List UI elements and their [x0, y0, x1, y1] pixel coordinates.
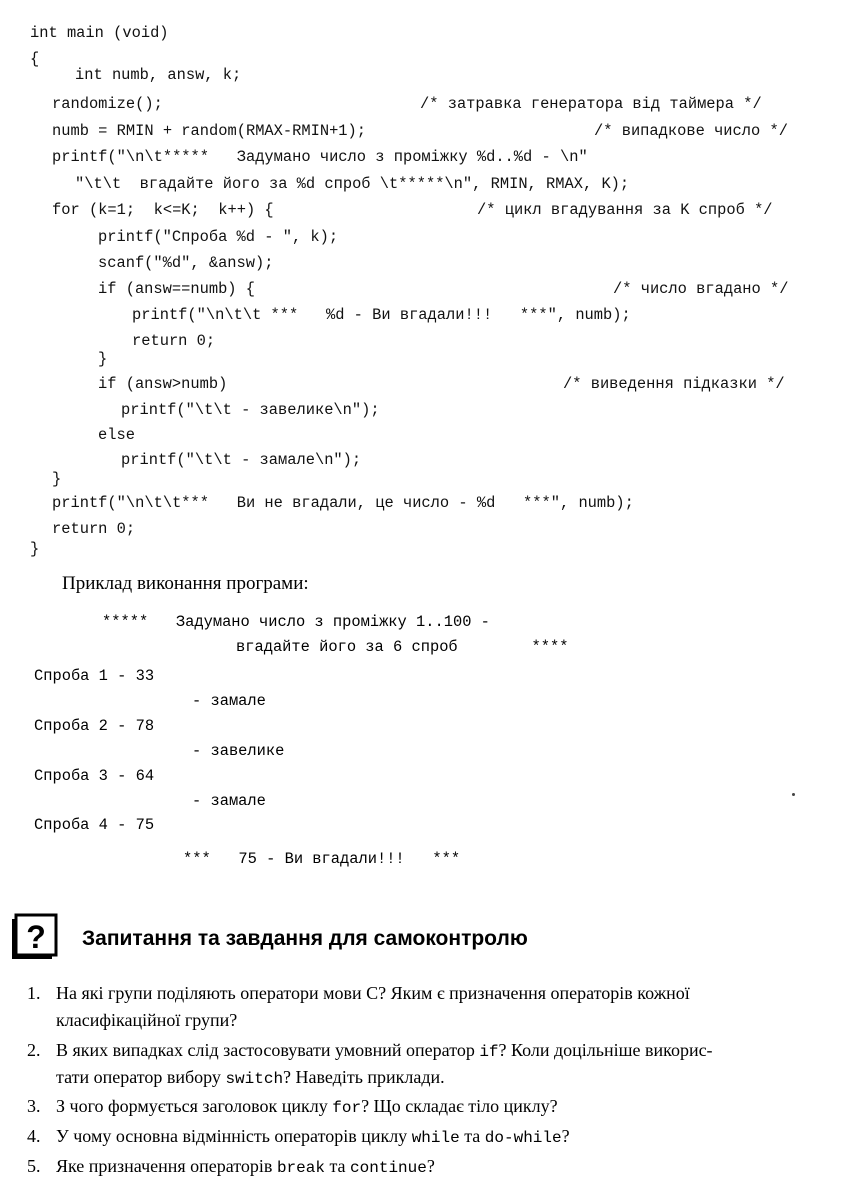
code-line: return 0;	[132, 332, 216, 350]
code-keyword: continue	[350, 1159, 427, 1177]
question-text: В яких випадках слід застосовувати умовний оператор	[56, 1040, 480, 1060]
code-line: printf("\n\t***** Задумано число з проміжку %d..%d - \n"	[52, 148, 588, 166]
question-text: З чого формується заголовок циклу	[56, 1096, 333, 1116]
code-keyword: for	[332, 1099, 362, 1117]
code-line: if (answ>numb)	[98, 375, 228, 393]
code-line: numb = RMIN + random(RMAX-RMIN+1);	[52, 122, 367, 140]
code-line: printf("\t\t - завелике\n");	[121, 401, 380, 419]
question-text-line	[56, 1126, 570, 1147]
code-line: int numb, answ, k;	[75, 66, 242, 84]
code-line: return 0;	[52, 520, 136, 538]
question-text: ?	[426, 1156, 435, 1176]
question-text-line	[56, 983, 690, 1004]
output-line: - завелике	[192, 742, 285, 760]
question-number: 2.	[27, 1040, 41, 1060]
code-line: printf("\n\t\t *** %d - Ви вгадали!!! ***", numb);	[132, 306, 631, 324]
question-text: На які групи поділяють оператори мови С? Яким є призначення операторів кожної	[56, 983, 690, 1003]
question-text: та	[324, 1156, 351, 1176]
code-keyword: break	[276, 1159, 325, 1177]
question-text-line	[56, 1096, 558, 1117]
question-text: ?	[561, 1126, 570, 1146]
code-line: }	[30, 540, 40, 558]
question-text-line	[56, 1156, 435, 1177]
question-text-line	[56, 1040, 713, 1061]
question-text: ? Наведіть приклади.	[283, 1067, 445, 1087]
question-number: 3.	[27, 1096, 41, 1116]
question-icon-symbol: ?	[26, 919, 46, 955]
code-line: }	[98, 350, 108, 368]
code-line: scanf("%d", &answ);	[98, 254, 274, 272]
output-line: ***** Задумано число з проміжку 1..100 -	[102, 613, 490, 631]
example-title: Приклад виконання програми:	[62, 573, 309, 594]
code-line: printf("\t\t - замале\n");	[121, 451, 362, 469]
code-comment: /* виведення підказки */	[563, 375, 785, 393]
question-text: ? Що складає тіло циклу?	[361, 1096, 558, 1116]
question-text: тати оператор вибору	[56, 1067, 226, 1087]
question-number: 4.	[27, 1126, 41, 1146]
output-line: Спроба 2 - 78	[34, 717, 155, 735]
question-icon	[10, 913, 58, 961]
code-line: for (k=1; k<=K; k++) {	[52, 201, 274, 219]
code-keyword: do-while	[484, 1129, 562, 1147]
code-keyword: while	[411, 1129, 460, 1147]
code-line: "\t\t вгадайте його за %d спроб \t*****\n", RMIN, RMAX, K);	[75, 175, 630, 193]
code-comment: /* число вгадано */	[613, 280, 789, 298]
code-comment: /* випадкове число */	[594, 122, 788, 140]
code-comment: /* цикл вгадування за K спроб */	[477, 201, 773, 219]
question-text-line	[56, 1067, 445, 1088]
code-comment: /* затравка генератора від таймера */	[420, 95, 762, 113]
code-line: printf("\n\t\t*** Ви не вгадали, це число - %d ***", numb);	[52, 494, 634, 512]
code-line: {	[30, 50, 40, 68]
code-line: int main (void)	[30, 24, 169, 42]
output-line: вгадайте його за 6 спроб ****	[236, 638, 569, 656]
question-number: 5.	[27, 1156, 41, 1176]
question-text: класифікаційної групи?	[56, 1010, 238, 1030]
code-line: }	[52, 470, 62, 488]
code-keyword: if	[479, 1043, 499, 1061]
question-number: 1.	[27, 983, 41, 1003]
question-text: та	[459, 1126, 485, 1146]
code-line: else	[98, 426, 135, 444]
output-line: Спроба 3 - 64	[34, 767, 155, 785]
output-line: *** 75 - Ви вгадали!!! ***	[183, 850, 461, 868]
question-text: У чому основна відмінність операторів циклу	[56, 1126, 412, 1146]
code-line: if (answ==numb) {	[98, 280, 256, 298]
output-line: - замале	[192, 692, 266, 710]
output-line: Спроба 1 - 33	[34, 667, 155, 685]
question-text: Яке призначення операторів	[56, 1156, 277, 1176]
code-keyword: switch	[225, 1070, 284, 1088]
code-line: printf("Спроба %d - ", k);	[98, 228, 339, 246]
output-line: - замале	[192, 792, 266, 810]
question-text-line	[56, 1010, 237, 1031]
code-line: randomize();	[52, 95, 163, 113]
section-title: Запитання та завдання для самоконтролю	[82, 927, 528, 950]
question-text: ? Коли доцільніше викорис-	[498, 1040, 713, 1060]
stray-mark	[792, 793, 795, 796]
output-line: Спроба 4 - 75	[34, 816, 155, 834]
